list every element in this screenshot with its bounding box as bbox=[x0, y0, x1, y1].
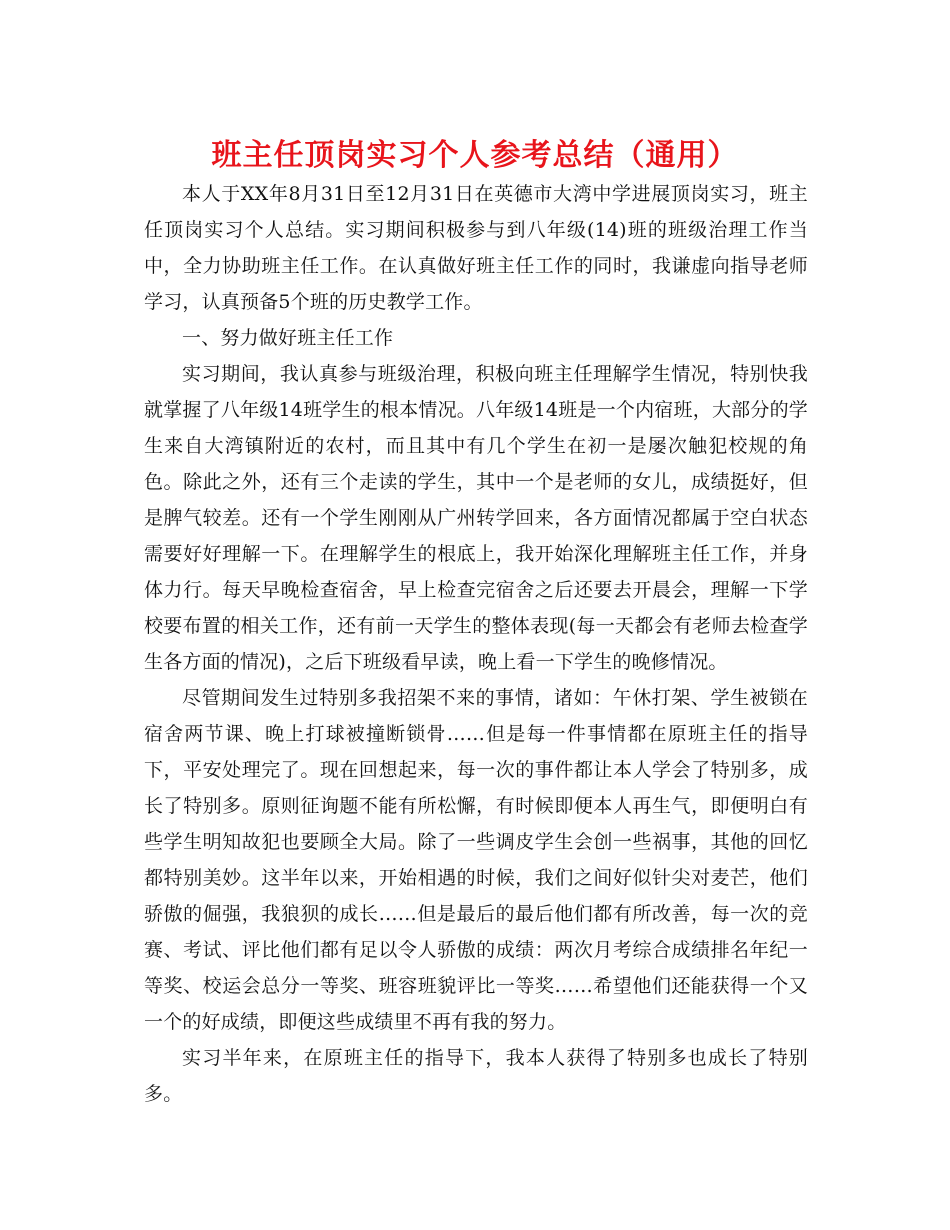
paragraph-intro: 本人于XX年8月31日至12月31日在英德市大湾中学进展顶岗实习，班主任顶岗实习个人总结。实习期间积极参与到八年级(14)班的班级治理工作当中，全力协助班主任工作。在认真做好班主任工作的同时，我谦虚向指导老师学习，认真预备5个班的历史教学工作。 bbox=[144, 183, 808, 313]
paragraph-incidents: 尽管期间发生过特别多我招架不来的事情，诸如：午休打架、学生被锁在宿舍两节课、晚上打球被撞断锁骨……但是每一件事情都在原班主任的指导下，平安处理完了。现在回想起来，每一次的事件都让本人学会了特别多，成长了特别多。原则征询题不能有所松懈，有时候即便本人再生气，即便明白有些学生明知故犯也要顾全大局。除了一些调皮学生会创一些祸事，其他的回忆都特别美妙。这半年以来，开始相遇的时候，我们之间好似针尖对麦芒，他们骄傲的倔强，我狼狈的成长……但是最后的最后他们都有所改善，每一次的竞赛、考试、评比他们都有足以令人骄傲的成绩：两次月考综合成绩排名年纪一等奖、校运会总分一等奖、班容班貌评比一等奖……希望他们还能获得一个又一个的好成绩，即便这些成绩里不再有我的努力。 bbox=[144, 687, 808, 1033]
document-body bbox=[144, 176, 808, 1112]
section-heading-1: 一、努力做好班主任工作 bbox=[182, 327, 394, 349]
paragraph-conclusion: 实习半年来，在原班主任的指导下，我本人获得了特别多也成长了特别多。 bbox=[144, 1047, 808, 1105]
paragraph-class-management: 实习期间，我认真参与班级治理，积极向班主任理解学生情况，特别快我就掌握了八年级14班学生的根本情况。八年级14班是一个内宿班，大部分的学生来自大湾镇附近的农村，而且其中有几个学生在初一是屡次触犯校规的角色。除此之外，还有三个走读的学生，其中一个是老师的女儿，成绩挺好，但是脾气较差。还有一个学生刚刚从广州转学回来，各方面情况都属于空白状态需要好好理解一下。在理解学生的根底上，我开始深化理解班主任工作，并身体力行。每天早晚检查宿舍，早上检查完宿舍之后还要去开晨会，理解一下学校要布置的相关工作，还有前一天学生的整体表现(每一天都会有老师去检查学生各方面的情况)，之后下班级看早读，晚上看一下学生的晚修情况。 bbox=[144, 363, 808, 673]
document-title: 班主任顶岗实习个人参考总结（通用） bbox=[211, 138, 739, 173]
